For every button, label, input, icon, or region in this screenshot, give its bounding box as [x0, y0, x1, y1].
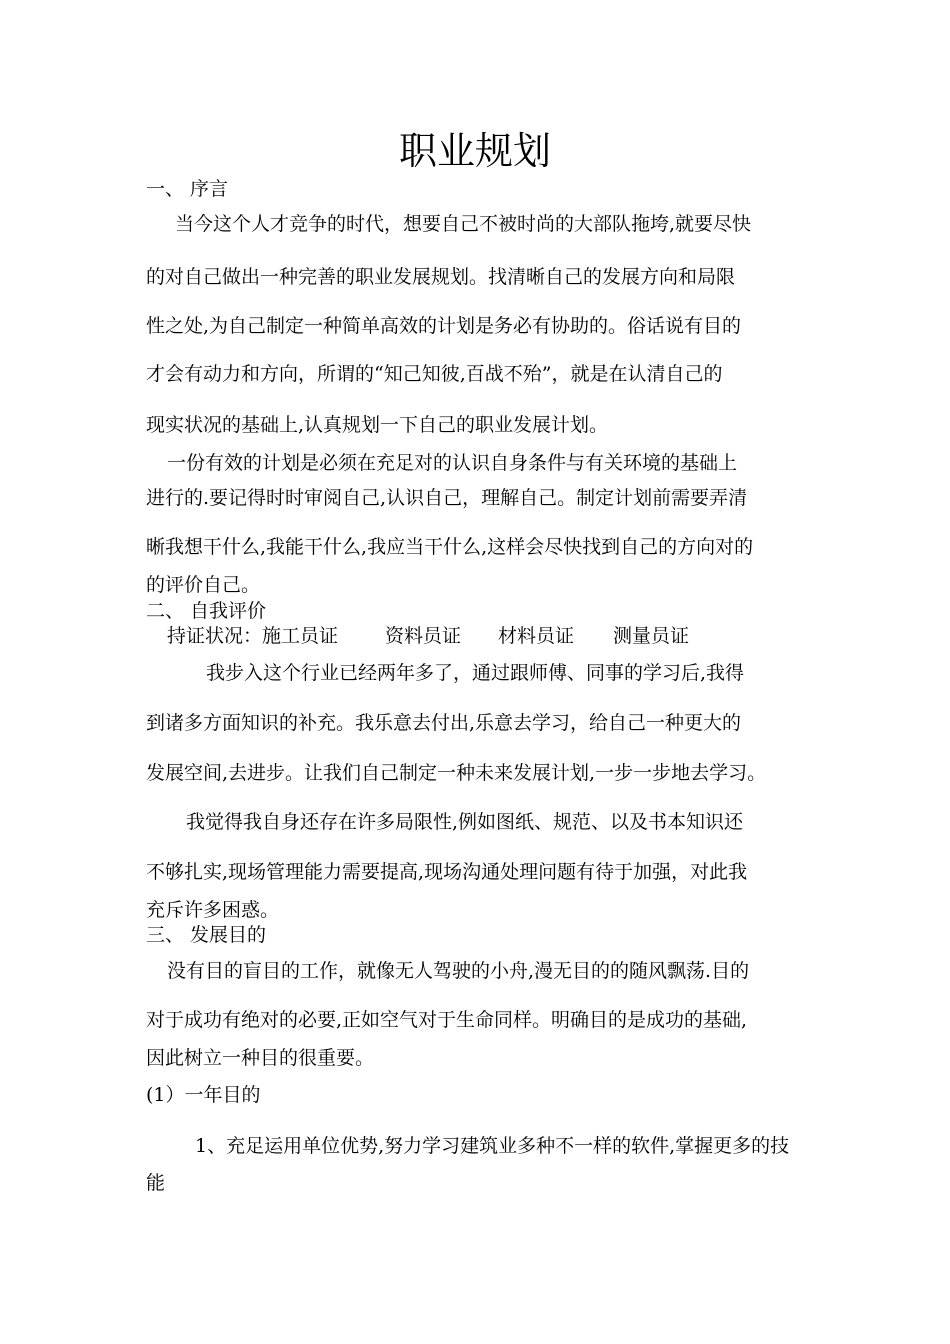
section-heading-self-evaluation: 二、 自我评价 [146, 600, 267, 622]
preface-p1-line2: 的对自己做出一种完善的职业发展规划。找清晰自己的发展方向和局限 [146, 266, 736, 288]
section-heading-goals: 三、 发展目的 [146, 924, 267, 946]
one-year-item1-line1: 1、充足运用单位优势,努力学习建筑业多种不一样的软件,掌握更多的技 [195, 1135, 790, 1157]
goals-p1-line2: 对于成功有绝对的必要,正如空气对于生命同样。明确目的是成功的基础, [146, 1009, 748, 1031]
self-eval-p1-line3: 发展空间,去进步。让我们自己制定一种未来发展计划,一步一步地去学习。 [146, 762, 767, 784]
self-eval-p2-line3: 充斥许多困惑。 [146, 899, 280, 921]
preface-p1-line5: 现实状况的基础上,认真规划一下自己的职业发展计划。 [146, 414, 609, 436]
cert-item: 资料员证 [385, 625, 462, 647]
page-title: 职业规划 [398, 129, 551, 173]
one-year-goal-heading: (1）一年目的 [146, 1084, 261, 1106]
preface-p1-line4: 才会有动力和方向，所谓的“知己知彼,百战不殆”，就是在认清自己的 [146, 363, 723, 385]
section-heading-preface: 一、 序言 [146, 178, 229, 200]
preface-p2-line1: 一份有效的计划是必须在充足对的认识自身条件与有关环境的基础上 [167, 452, 738, 474]
preface-p1-line3: 性之处,为自己制定一种简单高效的计划是务必有协助的。俗话说有目的 [146, 315, 742, 337]
self-eval-p1-line1: 我步入这个行业已经两年多了，通过跟师傅、同事的学习后,我得 [206, 662, 745, 684]
one-year-item1-line2: 能 [146, 1172, 166, 1194]
cert-label: 持证状况： [167, 625, 263, 647]
preface-p2-line3: 晰我想干什么,我能干什么,我应当干什么,这样会尽快找到自己的方向对的 [146, 536, 754, 558]
self-eval-p2-line1: 我觉得我自身还存在许多局限性,例如图纸、规范、以及书本知识还 [186, 811, 744, 833]
goals-p1-line3: 因此树立一种目的很重要。 [146, 1047, 375, 1069]
preface-p2-line4: 的评价自己。 [146, 574, 261, 596]
preface-p2-line2: 进行的.要记得时时审阅自己,认识自己，理解自己。制定计划前需要弄清 [146, 487, 748, 509]
cert-item: 材料员证 [498, 625, 575, 647]
cert-item: 施工员证 [262, 625, 339, 647]
self-eval-p1-line2: 到诸多方面知识的补充。我乐意去付出,乐意去学习，给自己一种更大的 [146, 712, 742, 734]
cert-item: 测量员证 [613, 625, 690, 647]
self-eval-p2-line2: 不够扎实,现场管理能力需要提高,现场沟通处理问题有待于加强，对此我 [146, 861, 748, 883]
preface-p1-line1: 当今这个人才竞争的时代，想要自己不被时尚的大部队拖垮,就要尽快 [175, 213, 752, 235]
goals-p1-line1: 没有目的盲目的工作，就像无人驾驶的小舟,漫无目的的随风飘荡.目的 [167, 960, 750, 982]
